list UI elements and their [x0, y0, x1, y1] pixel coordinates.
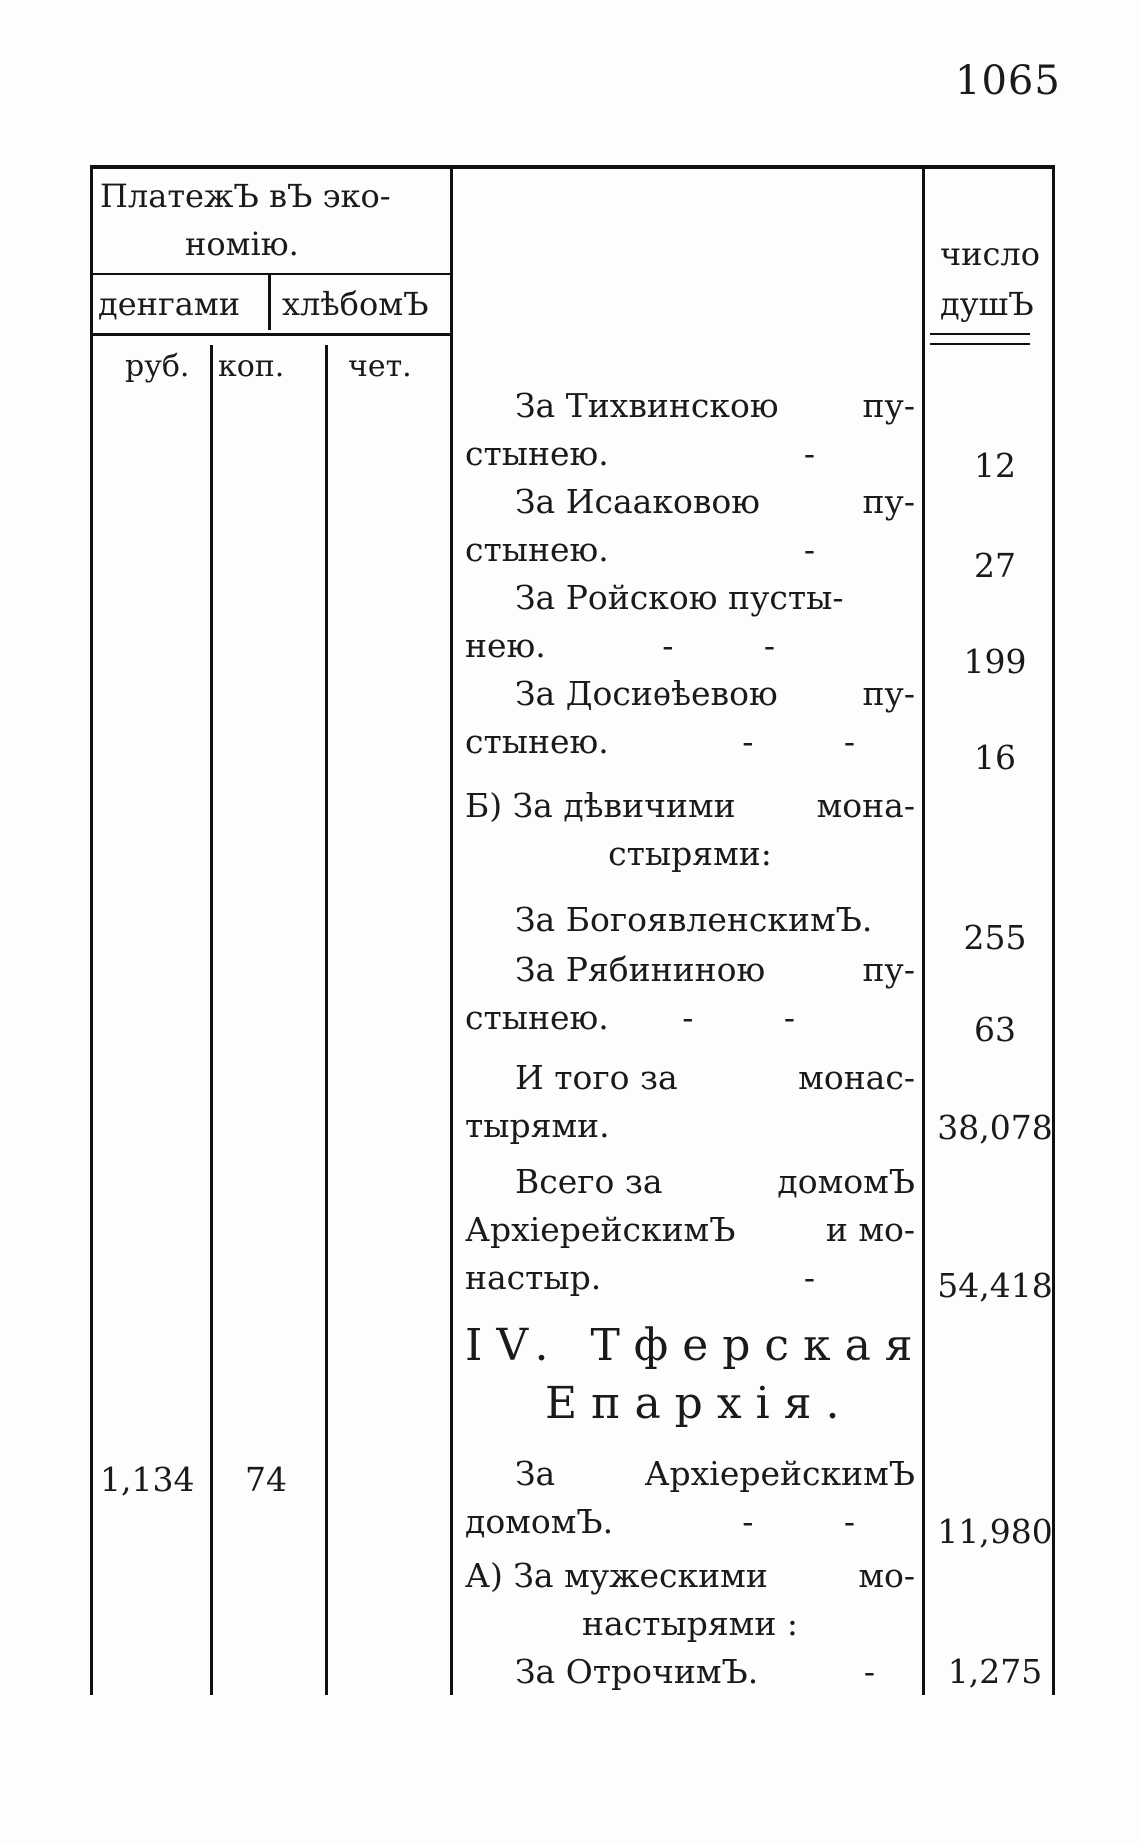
souls-count: 54,418 [937, 1266, 1053, 1305]
entry-text: А) За мужескими [465, 1556, 768, 1595]
entry-text: АрхіерейскимЪ [644, 1454, 915, 1493]
entry-text: стынею. [465, 434, 609, 473]
souls-count: 255 [963, 918, 1027, 957]
money-grain-divider [268, 275, 271, 330]
entry-text: - [863, 1652, 875, 1691]
entry-text: За Рябининою [515, 950, 766, 989]
chet-column-label: чет. [348, 349, 412, 384]
kop-value: 74 [245, 1460, 287, 1499]
entry-text: - - [742, 722, 895, 761]
entry-text: За БогоявленскимЪ. [515, 900, 873, 939]
entry-text: тырями. [465, 1106, 610, 1145]
description-right-border [922, 165, 925, 1695]
entry-text: За Ройскою пусты- [515, 578, 844, 617]
entry-text: монас- [798, 1058, 915, 1097]
entry-text: пу- [862, 386, 915, 425]
souls-count: 38,078 [937, 1108, 1053, 1147]
entry-ryabinin [465, 946, 915, 1042]
entry-text: и мо- [825, 1210, 915, 1249]
entry-text: стынею. [465, 530, 609, 569]
entry-roy [465, 574, 915, 670]
souls-count: 27 [974, 546, 1016, 585]
section-heading-cont: Епархія. [545, 1378, 854, 1429]
entry-text: нею. [465, 626, 546, 665]
entry-text: пу- [862, 674, 915, 713]
money-column-label: денгами [98, 285, 241, 323]
entry-text: - [803, 530, 815, 569]
entry-text: За Исааковою [515, 482, 761, 521]
souls-underline-2 [930, 343, 1030, 345]
entry-text: Б) За дѣвичими [465, 786, 736, 825]
souls-header-cont: душЪ [940, 285, 1034, 323]
entry-isaak [465, 478, 915, 574]
entry-text: И того за [515, 1058, 678, 1097]
souls-count: 11,980 [937, 1512, 1053, 1551]
entry-female-monasteries [465, 782, 915, 878]
rub-kop-divider [210, 345, 213, 1695]
entry-text: мо- [858, 1556, 915, 1595]
payment-right-border [450, 165, 453, 1695]
entry-text: настырями : [582, 1604, 798, 1643]
page-number: 1065 [955, 58, 1061, 104]
entry-text: стырями: [608, 834, 772, 873]
entry-text: - [803, 1258, 815, 1297]
entry-text: настыр. [465, 1258, 602, 1297]
entry-text: - [803, 434, 815, 473]
entry-text: АрхіерейскимЪ [465, 1210, 736, 1249]
entry-text: - - [682, 998, 835, 1037]
header-line-1 [90, 273, 452, 275]
header-line-2 [90, 333, 452, 336]
entry-bogoyavlensky [465, 896, 915, 944]
entry-text: За ОтрочимЪ. [515, 1652, 759, 1691]
entry-text: - - [662, 626, 815, 665]
kop-chet-divider [325, 345, 328, 1695]
entry-monasteries-total [465, 1054, 915, 1150]
entry-text: пу- [862, 482, 915, 521]
entry-text: Всего за [515, 1162, 663, 1201]
souls-count: 1,275 [947, 1652, 1043, 1691]
entry-dosifeev [465, 670, 915, 766]
payment-header: ПлатежЪ вЪ эко- [100, 177, 391, 215]
grain-column-label: хлѣбомЪ [282, 285, 429, 323]
rub-column-label: руб. [125, 349, 190, 384]
souls-count: 63 [974, 1010, 1016, 1049]
entry-text: стынею. [465, 722, 609, 761]
entry-otroch [465, 1648, 915, 1696]
section-heading: IV. Тферская [465, 1320, 927, 1371]
entry-text: домомЪ. [465, 1502, 614, 1541]
entry-text: - - [742, 1502, 895, 1541]
souls-underline-1 [930, 333, 1030, 335]
kop-column-label: коп. [218, 349, 285, 384]
entry-text: За [515, 1454, 556, 1493]
left-border [90, 165, 93, 1695]
entry-text: пу- [862, 950, 915, 989]
entry-archiepiscopal-house [465, 1450, 915, 1546]
entry-tikhvin [465, 382, 915, 478]
souls-count: 12 [974, 446, 1016, 485]
payment-header-cont: номію. [185, 225, 299, 263]
souls-count: 199 [963, 642, 1027, 681]
souls-header: число [940, 235, 1040, 273]
entry-text: За Тихвинскою [515, 386, 779, 425]
table-top-border [90, 165, 1055, 169]
souls-count: 16 [974, 738, 1016, 777]
entry-text: мона- [816, 786, 915, 825]
entry-text: стынею. [465, 998, 609, 1037]
entry-text: За Досиѳѣевою [515, 674, 778, 713]
entry-grand-total [465, 1158, 915, 1302]
entry-male-monasteries [465, 1552, 915, 1648]
entry-text: домомЪ [777, 1162, 915, 1201]
rub-value: 1,134 [100, 1460, 195, 1499]
